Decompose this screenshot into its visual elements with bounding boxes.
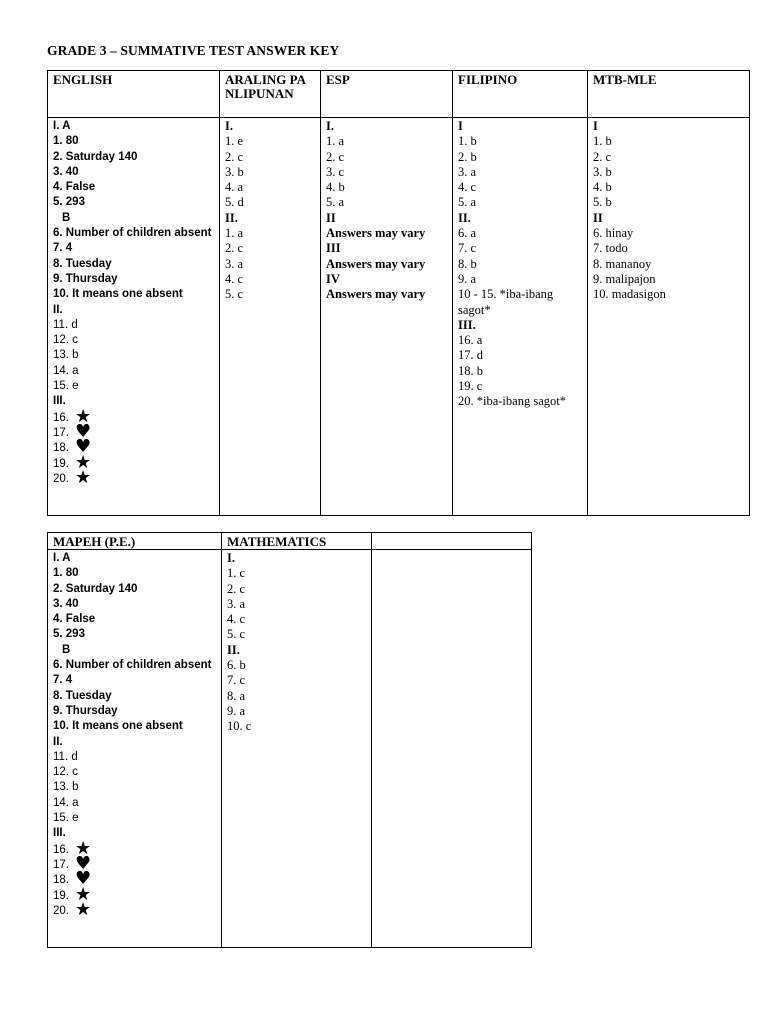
answer-text: 1. e	[225, 134, 244, 149]
answer-text: 18. b	[458, 363, 483, 378]
answer-line	[225, 287, 315, 302]
header-mapeh: MAPEH (P.E.)	[48, 533, 222, 550]
answer-text: 16.	[53, 843, 69, 856]
answer-line	[227, 597, 366, 612]
answer-text: 19.	[53, 457, 69, 470]
answer-text: II.	[458, 210, 471, 225]
answer-text: 3. b	[225, 164, 244, 179]
answer-line	[53, 704, 216, 719]
answer-line	[53, 150, 214, 165]
answer-line	[53, 658, 216, 673]
answer-line	[593, 226, 744, 241]
answer-line	[53, 719, 216, 734]
answer-line	[326, 195, 447, 210]
answer-line	[53, 551, 216, 566]
answer-key-table-1	[47, 70, 750, 516]
answer-line	[53, 257, 214, 272]
answer-text: 20. *iba-ibang sagot*	[458, 394, 566, 409]
answer-text: Answers may vary	[326, 226, 426, 241]
answer-text: 5. d	[225, 195, 244, 210]
answer-line	[227, 658, 366, 673]
answer-text: 13. b	[53, 349, 79, 362]
answer-line	[458, 134, 582, 149]
answer-text: III.	[53, 395, 66, 408]
answer-line	[458, 287, 582, 318]
answer-text: 5. 293	[53, 628, 85, 641]
answer-text: 19. c	[458, 379, 483, 394]
answer-text: I.	[227, 551, 235, 565]
answer-text: 10. It means one absent	[53, 288, 183, 301]
answer-text: II	[593, 210, 603, 225]
answer-line	[593, 195, 744, 210]
answer-text: 5. a	[458, 195, 477, 210]
mtb-column	[588, 118, 750, 516]
answer-text: III.	[458, 317, 476, 332]
answer-key-table-2	[47, 532, 532, 948]
answer-line	[458, 119, 582, 134]
heart-icon: ♥	[75, 420, 92, 442]
answer-text: 10. It means one absent	[53, 720, 183, 733]
answer-line	[53, 241, 214, 256]
answer-text: 15. e	[53, 380, 79, 393]
answer-line	[458, 226, 582, 241]
answer-line	[593, 211, 744, 226]
answer-line	[53, 811, 216, 826]
answer-line	[458, 150, 582, 165]
answer-text: 15. e	[53, 812, 79, 825]
answer-text: I.	[225, 119, 233, 133]
answer-text: III	[326, 241, 341, 256]
answer-text: 17.	[53, 858, 69, 871]
answer-line	[593, 119, 744, 134]
answer-line	[53, 119, 214, 134]
header-empty	[372, 533, 532, 550]
answer-line	[53, 796, 216, 811]
answer-line	[53, 364, 214, 379]
answer-text: 3. 40	[53, 597, 79, 610]
answer-text: 18.	[53, 874, 69, 887]
answer-line	[227, 673, 366, 688]
answer-text: I. A	[53, 120, 71, 132]
answer-text: 6. a	[458, 226, 477, 241]
answer-line	[53, 379, 214, 394]
answer-text: 12. c	[53, 334, 78, 347]
answer-line	[225, 257, 315, 272]
answer-text: 1. b	[458, 134, 477, 149]
answer-text: 2. c	[593, 149, 612, 164]
answer-line	[458, 318, 582, 333]
answer-line	[458, 333, 582, 348]
answer-text: 8. b	[458, 256, 477, 271]
answer-text: 1. 80	[53, 567, 79, 580]
answer-text: 9. a	[458, 271, 477, 286]
answer-text: 4. c	[458, 180, 477, 195]
answer-text: 2. b	[458, 149, 477, 164]
answer-text: 3. 40	[53, 165, 79, 178]
heart-icon: ♥	[75, 868, 92, 890]
header-mtb-mle: MTB-MLE	[588, 71, 750, 118]
answer-line	[227, 566, 366, 581]
answer-text: 3. a	[225, 256, 244, 271]
answer-line	[326, 165, 447, 180]
answer-line	[326, 119, 447, 134]
answer-line	[53, 333, 214, 348]
answer-text: 1. 80	[53, 135, 79, 148]
star-icon: ★	[75, 451, 92, 473]
answer-text: 7. c	[227, 673, 246, 688]
answer-line	[225, 119, 315, 134]
answer-line	[458, 195, 582, 210]
answer-line	[458, 241, 582, 256]
answer-line	[593, 257, 744, 272]
answer-text: 7. todo	[593, 241, 628, 256]
star-icon: ★	[75, 466, 92, 488]
answer-line	[53, 466, 214, 488]
answer-line	[593, 241, 744, 256]
answer-line	[225, 180, 315, 195]
answer-line	[225, 226, 315, 241]
mapeh-column	[48, 550, 222, 948]
star-icon: ★	[75, 898, 92, 920]
answer-text: 19.	[53, 889, 69, 902]
answer-text: 5. 293	[53, 196, 85, 209]
answer-text: 9. Thursday	[53, 704, 118, 717]
answer-line	[225, 165, 315, 180]
answer-line	[227, 704, 366, 719]
answer-text: 4. False	[53, 613, 96, 626]
answer-line	[227, 551, 366, 566]
answer-text: 17.	[53, 426, 69, 439]
heart-icon: ♥	[75, 436, 92, 458]
answer-text: Answers may vary	[326, 256, 426, 271]
header-filipino: FILIPINO	[453, 71, 588, 118]
answer-line	[227, 612, 366, 627]
answer-line	[225, 272, 315, 287]
answer-text: Answers may vary	[326, 287, 426, 302]
answer-line	[53, 134, 214, 149]
answer-text: B	[62, 211, 71, 224]
answer-text: 4. b	[593, 180, 612, 195]
answer-text: 2. c	[225, 241, 244, 256]
answer-text: 7. c	[458, 241, 477, 256]
answer-text: II.	[225, 210, 238, 225]
answer-text: B	[62, 643, 71, 656]
answer-text: 3. c	[326, 164, 345, 179]
answer-text: 9. a	[227, 703, 246, 718]
answer-line	[53, 303, 214, 318]
header-esp: ESP	[321, 71, 453, 118]
answer-line	[225, 241, 315, 256]
answer-text: 8. Tuesday	[53, 689, 112, 702]
answer-line	[593, 180, 744, 195]
answer-line	[593, 287, 744, 302]
answer-line	[326, 287, 447, 302]
answer-text: 2. c	[225, 149, 244, 164]
answer-line	[53, 689, 216, 704]
answer-line	[53, 898, 216, 920]
answer-line	[458, 180, 582, 195]
answer-line	[326, 134, 447, 149]
answer-text: 10. madasigon	[593, 287, 666, 302]
answer-text: 8. a	[227, 688, 246, 703]
answer-text: 11. d	[53, 750, 78, 763]
answer-text: 4. a	[225, 180, 244, 195]
answer-text: 16.	[53, 411, 69, 424]
answer-line	[326, 272, 447, 287]
star-icon: ★	[75, 883, 92, 905]
answer-text: II.	[53, 303, 63, 316]
answer-line	[593, 165, 744, 180]
answer-line	[53, 272, 214, 287]
answer-line	[53, 211, 214, 226]
answer-line	[593, 272, 744, 287]
answer-line	[225, 211, 315, 226]
answer-text: II.	[53, 735, 63, 748]
answer-text: 14. a	[53, 796, 79, 809]
answer-text: 9. malipajon	[593, 271, 656, 286]
filipino-column	[453, 118, 588, 516]
answer-text: III.	[53, 827, 66, 840]
answer-text: 4. b	[326, 180, 345, 195]
answer-text: 2. c	[227, 581, 246, 596]
answer-text: 4. c	[227, 612, 246, 627]
answer-text: 2. Saturday 140	[53, 150, 138, 163]
answer-text: 17. d	[458, 348, 483, 363]
answer-text: II	[326, 210, 336, 225]
answer-line	[53, 765, 216, 780]
answer-line	[458, 348, 582, 363]
answer-text: 18.	[53, 442, 69, 455]
esp-column	[321, 118, 453, 516]
answer-line	[53, 597, 216, 612]
answer-line	[53, 287, 214, 302]
answer-line	[53, 165, 214, 180]
answer-text: 12. c	[53, 766, 78, 779]
answer-line	[227, 689, 366, 704]
answer-line	[458, 211, 582, 226]
header-mathematics: MATHEMATICS	[222, 533, 372, 550]
answer-line	[458, 364, 582, 379]
araling-column	[220, 118, 321, 516]
answer-text: 5. a	[326, 195, 345, 210]
answer-text: 9. Thursday	[53, 272, 118, 285]
answer-text: 8. mananoy	[593, 256, 652, 271]
answer-text: 6. b	[227, 658, 246, 673]
answer-text: 11. d	[53, 318, 78, 331]
answer-text: 5. c	[225, 287, 244, 302]
answer-text: 1. c	[227, 566, 246, 581]
answer-line	[326, 211, 447, 226]
answer-text: 16. a	[458, 333, 483, 348]
answer-line	[326, 226, 447, 241]
answer-text: 6. Number of children absent	[53, 227, 212, 240]
answer-line	[326, 241, 447, 256]
answer-line	[458, 394, 582, 409]
answer-line	[53, 673, 216, 688]
answer-line	[227, 719, 366, 734]
answer-text: 13. b	[53, 781, 79, 794]
answer-text: 1. b	[593, 134, 612, 149]
answer-text: 3. a	[227, 596, 246, 611]
star-icon: ★	[75, 405, 92, 427]
answer-text: 10 - 15. *iba-ibang sagot*	[458, 287, 554, 317]
answer-text: 2. Saturday 140	[53, 582, 138, 595]
header-araling-panlipunan: ARALING PANLIPUNAN	[220, 71, 321, 118]
answer-text: I. A	[53, 552, 71, 564]
answer-text: 4. c	[225, 271, 244, 286]
answer-line	[53, 627, 216, 642]
answer-line	[53, 612, 216, 627]
answer-line	[326, 257, 447, 272]
english-column	[48, 118, 220, 516]
answer-line	[53, 566, 216, 581]
answer-text: I.	[326, 119, 334, 133]
answer-text: 7. 4	[53, 674, 73, 687]
star-icon: ★	[75, 837, 92, 859]
answer-text: I	[458, 119, 463, 133]
answer-line	[225, 195, 315, 210]
answer-line	[53, 735, 216, 750]
answer-line	[225, 150, 315, 165]
answer-text: 14. a	[53, 364, 79, 377]
answer-text: 6. hinay	[593, 226, 634, 241]
answer-text: 10. c	[227, 719, 252, 734]
page-title: GRADE 3 – SUMMATIVE TEST ANSWER KEY	[47, 43, 340, 58]
answer-text: 3. b	[593, 164, 612, 179]
answer-line	[53, 582, 216, 597]
answer-text: 2. c	[326, 149, 345, 164]
answer-text: 6. Number of children absent	[53, 659, 212, 672]
answer-text: II.	[227, 642, 240, 657]
answer-line	[53, 180, 214, 195]
answer-text: 1. a	[326, 134, 345, 149]
answer-line	[227, 582, 366, 597]
answer-line	[458, 257, 582, 272]
answer-line	[225, 134, 315, 149]
answer-text: 4. False	[53, 181, 96, 194]
answer-line	[458, 165, 582, 180]
answer-line	[227, 627, 366, 642]
answer-line	[227, 643, 366, 658]
answer-text: 1. a	[225, 226, 244, 241]
answer-line	[593, 150, 744, 165]
answer-line	[326, 180, 447, 195]
answer-line	[53, 318, 214, 333]
answer-line	[53, 643, 216, 658]
answer-line	[53, 750, 216, 765]
answer-line	[458, 272, 582, 287]
answer-line	[53, 226, 214, 241]
empty-column	[372, 550, 532, 948]
answer-text: 20.	[53, 472, 69, 485]
answer-text: IV	[326, 271, 340, 286]
answer-line	[458, 379, 582, 394]
math-column	[222, 550, 372, 948]
answer-line	[593, 134, 744, 149]
answer-text: 7. 4	[53, 242, 73, 255]
answer-text: 8. Tuesday	[53, 257, 112, 270]
answer-text: 3. a	[458, 164, 477, 179]
header-english: ENGLISH	[48, 71, 220, 118]
answer-line	[53, 780, 216, 795]
heart-icon: ♥	[75, 852, 92, 874]
answer-text: 5. c	[227, 627, 246, 642]
answer-line	[326, 150, 447, 165]
answer-text: 5. b	[593, 195, 612, 210]
answer-text: I	[593, 119, 598, 133]
answer-line	[53, 348, 214, 363]
answer-text: 20.	[53, 904, 69, 917]
answer-line	[53, 195, 214, 210]
